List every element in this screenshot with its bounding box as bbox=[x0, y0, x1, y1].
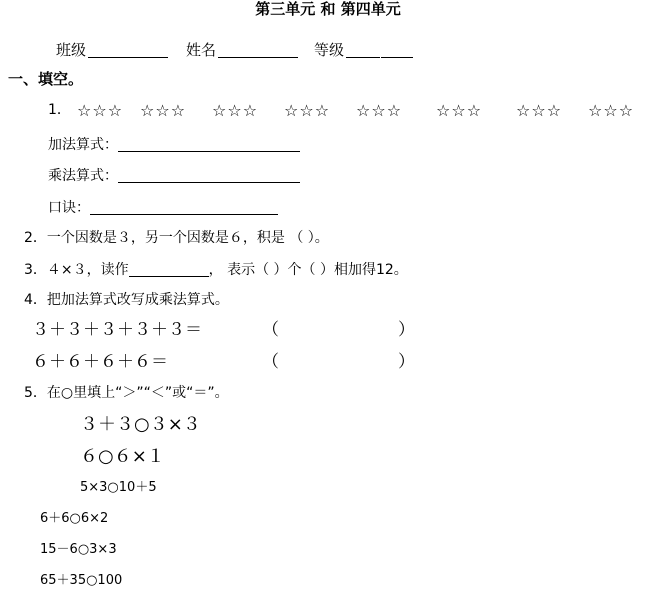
q1-stars-row bbox=[48, 103, 71, 117]
q1-addition-row bbox=[48, 137, 300, 152]
multiplication-label: 乘法算式： bbox=[48, 168, 118, 184]
grade-label: 等级 bbox=[314, 41, 345, 59]
rhyme-answer-line[interactable] bbox=[90, 200, 278, 215]
star-group: ☆☆☆ bbox=[356, 101, 403, 120]
star-group: ☆☆☆ bbox=[212, 101, 259, 120]
q4-expression: ６＋６＋６＋６＝ bbox=[32, 352, 168, 372]
q3-read-blank[interactable] bbox=[129, 262, 209, 277]
name-field bbox=[186, 42, 298, 58]
star-group: ☆☆☆ bbox=[588, 101, 635, 120]
star-group: ☆☆☆ bbox=[77, 101, 124, 120]
q5-item: ３＋３○３×３ bbox=[80, 414, 201, 435]
star-group: ☆☆☆ bbox=[436, 101, 483, 120]
grade-blank-1[interactable] bbox=[346, 42, 380, 58]
addition-answer-line[interactable] bbox=[118, 137, 300, 152]
q5-item: 15－6○3×3 bbox=[40, 542, 117, 557]
page-title: 第三单元 和 第四单元 bbox=[255, 0, 401, 18]
star-group: ☆☆☆ bbox=[284, 101, 331, 120]
q3-text-b: ， 表示（ ）个（ ）相加得12。 bbox=[208, 262, 408, 278]
q5-text: 5．在○里填上“＞”“＜”或“＝”。 bbox=[24, 385, 229, 401]
q4-paren-right: ） bbox=[398, 320, 415, 340]
q1-rhyme-row bbox=[48, 200, 278, 215]
q2-text: 2．一个因数是３，另一个因数是６，积是 （ ）。 bbox=[24, 230, 329, 246]
addition-label: 加法算式： bbox=[48, 137, 118, 153]
name-blank[interactable] bbox=[218, 42, 298, 58]
class-label: 班级 bbox=[56, 41, 87, 59]
grade-blank-2[interactable] bbox=[381, 42, 413, 58]
multiplication-answer-line[interactable] bbox=[118, 168, 300, 183]
class-field bbox=[56, 42, 168, 58]
q3-text-a: 3．４×３，读作 bbox=[24, 262, 129, 278]
q3-row bbox=[24, 262, 408, 277]
q4-paren-right: ） bbox=[398, 352, 415, 372]
star-group: ☆☆☆ bbox=[516, 101, 563, 120]
q5-item: ６○６×１ bbox=[80, 446, 165, 467]
q4-expression: ３＋３＋３＋３＋３＝ bbox=[32, 320, 202, 340]
q1-multiplication-row bbox=[48, 168, 300, 183]
q5-item: 65＋35○100 bbox=[40, 573, 123, 588]
rhyme-label: 口诀： bbox=[48, 200, 90, 216]
name-label: 姓名 bbox=[186, 41, 217, 59]
q5-item: 6＋6○6×2 bbox=[40, 511, 109, 526]
class-blank[interactable] bbox=[88, 42, 168, 58]
grade-field bbox=[314, 42, 413, 58]
q4-paren-left: （ bbox=[262, 352, 279, 372]
q1-number: 1． bbox=[48, 102, 71, 118]
star-group: ☆☆☆ bbox=[140, 101, 187, 120]
section-heading-fill-blank: 一、填空。 bbox=[8, 70, 84, 88]
q4-paren-left: （ bbox=[262, 320, 279, 340]
q5-item: 5×3○10＋5 bbox=[80, 480, 157, 495]
q4-text: 4．把加法算式改写成乘法算式。 bbox=[24, 292, 229, 308]
